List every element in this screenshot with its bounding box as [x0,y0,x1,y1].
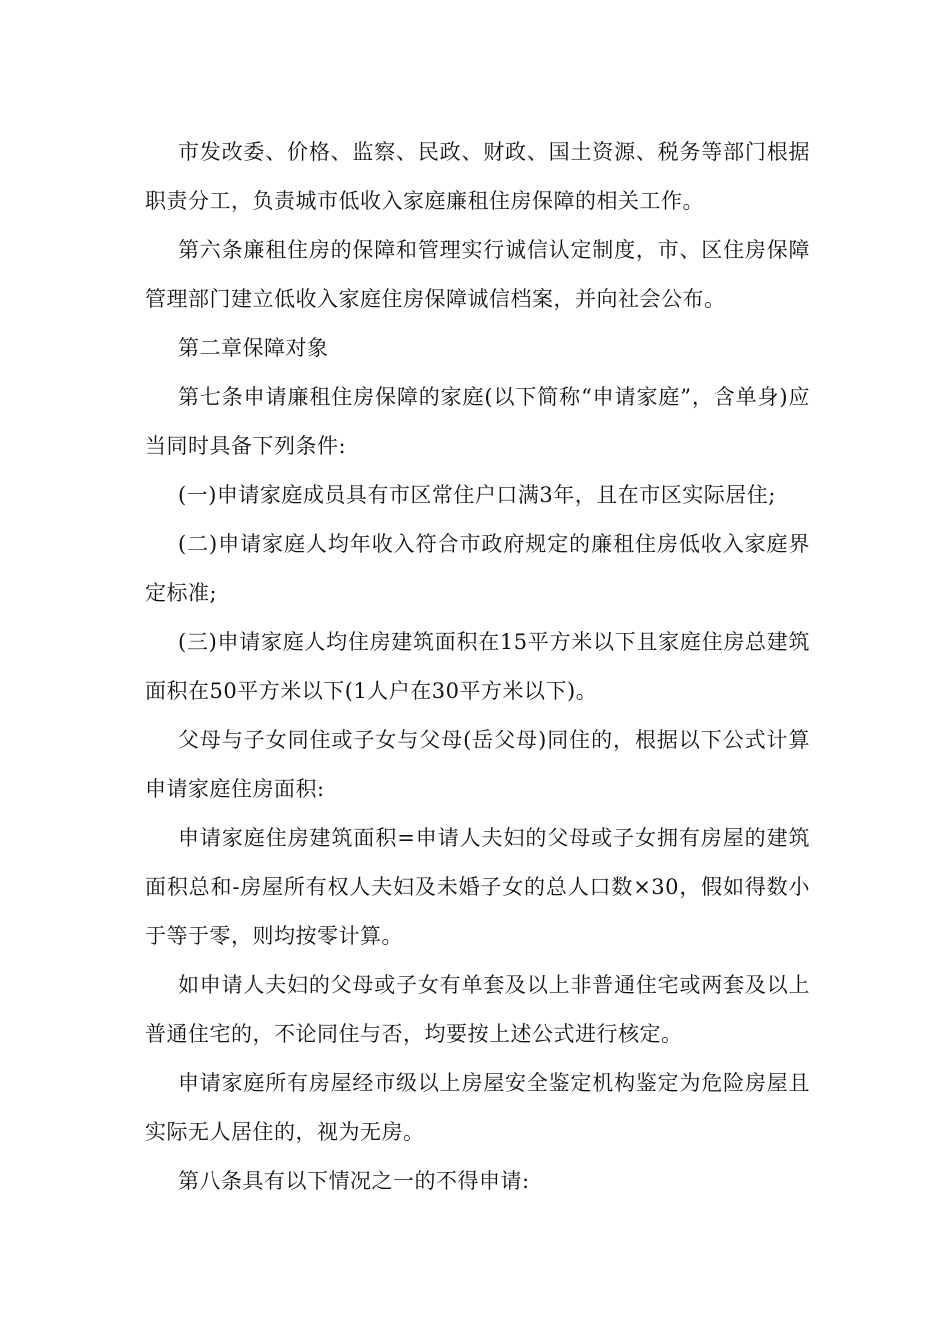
formula-paragraph: 申请家庭住房建筑面积=申请人夫妇的父母或子女拥有房屋的建筑面积总和-房屋所有权人夫妇及未婚子女的总人口数×30，假如得数小于等于零，则均按零计算。 [145,826,810,948]
list-item: (二)申请家庭人均年收入符合市政府规定的廉租住房低收入家庭界定标准; [145,532,810,605]
chapter-heading: 第二章保障对象 [178,336,329,360]
paragraph: 申请家庭所有房屋经市级以上房屋安全鉴定机构鉴定为危险房屋且实际无人居住的，视为无房。 [145,1071,810,1144]
paragraph: 第八条具有以下情况之一的不得申请: [178,1169,530,1193]
list-item: (三)申请家庭人均住房建筑面积在15平方米以下且家庭住房总建筑面积在50平方米以下(1人户在30平方米以下)。 [145,630,810,703]
paragraph: 第七条申请廉租住房保障的家庭(以下简称“申请家庭”，含单身)应当同时具备下列条件: [145,385,810,458]
paragraph: 第六条廉租住房的保障和管理实行诚信认定制度，市、区住房保障管理部门建立低收入家庭住房保障诚信档案，并向社会公布。 [145,238,810,311]
paragraph: 市发改委、价格、监察、民政、财政、国土资源、税务等部门根据职责分工，负责城市低收入家庭廉租住房保障的相关工作。 [145,140,810,213]
list-item: (一)申请家庭成员具有市区常住户口满3年，且在市区实际居住; [178,483,776,507]
paragraph: 父母与子女同住或子女与父母(岳父母)同住的，根据以下公式计算申请家庭住房面积: [145,728,810,801]
document-body [145,128,810,1206]
paragraph: 如申请人夫妇的父母或子女有单套及以上非普通住宅或两套及以上普通住宅的，不论同住与否，均要按上述公式进行核定。 [145,973,810,1046]
